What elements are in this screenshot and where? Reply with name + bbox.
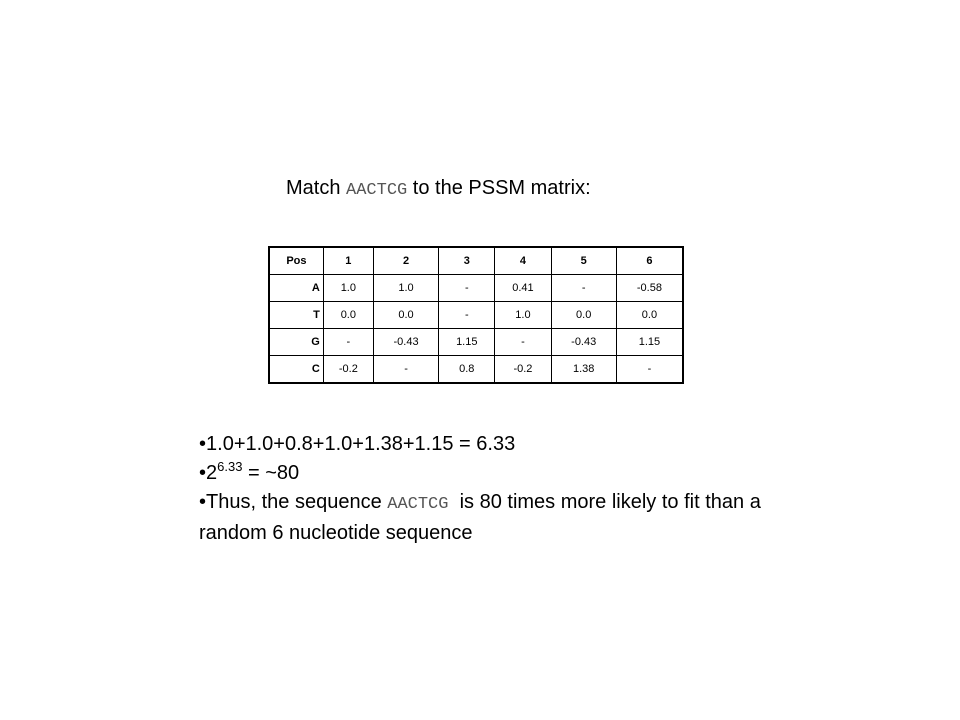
table-cell: -0.58: [616, 275, 683, 302]
table-cell: -0.43: [373, 329, 438, 356]
header-cell: 3: [439, 247, 495, 275]
row-label: C: [269, 356, 323, 384]
title-suffix: to the PSSM matrix:: [407, 177, 591, 199]
slide-title: [286, 174, 591, 205]
sum-text: 1.0+1.0+0.8+1.0+1.38+1.15 = 6.33: [206, 433, 516, 455]
header-cell: Pos: [269, 247, 323, 275]
bullet-symbol: •: [199, 433, 207, 455]
pssm-table: [268, 246, 684, 384]
table-cell: 0.0: [551, 302, 616, 329]
table-cell: -0.2: [323, 356, 373, 384]
table-cell: -0.43: [551, 329, 616, 356]
table-row: [269, 356, 683, 384]
title-sequence: AACTCG: [346, 181, 408, 200]
table-cell: -: [551, 275, 616, 302]
table-cell: 1.0: [323, 275, 373, 302]
table-cell: -: [373, 356, 438, 384]
table-cell: -: [439, 302, 495, 329]
table-cell: -: [323, 329, 373, 356]
table-cell: -: [495, 329, 551, 356]
table-cell: 0.41: [495, 275, 551, 302]
table-cell: 1.0: [373, 275, 438, 302]
table-cell: 1.15: [439, 329, 495, 356]
bullet-power: [199, 459, 799, 488]
table-cell: 0.8: [439, 356, 495, 384]
row-label: G: [269, 329, 323, 356]
conclusion-sequence: AACTCG: [387, 495, 449, 514]
table-cell: 0.0: [373, 302, 438, 329]
table-row: [269, 275, 683, 302]
table-row: [269, 329, 683, 356]
bullet-symbol: •: [199, 491, 207, 513]
header-cell: 1: [323, 247, 373, 275]
bullet-symbol: •: [199, 462, 207, 484]
header-cell: 6: [616, 247, 683, 275]
table-cell: 1.0: [495, 302, 551, 329]
row-label: A: [269, 275, 323, 302]
table-cell: -0.2: [495, 356, 551, 384]
conclusion-prefix: Thus, the sequence: [206, 491, 388, 513]
row-label: T: [269, 302, 323, 329]
power-base: 2: [206, 462, 218, 484]
header-cell: 4: [495, 247, 551, 275]
power-result: = ~80: [242, 462, 300, 484]
bullet-sum: [199, 430, 799, 459]
header-cell: 2: [373, 247, 438, 275]
bullet-conclusion: [199, 488, 799, 548]
table-cell: -: [439, 275, 495, 302]
conclusion-suffix: is 80 times more likely to fit than a random 6 nucleotide sequence: [199, 491, 767, 544]
table-header-row: [269, 247, 683, 275]
header-cell: 5: [551, 247, 616, 275]
table-row: [269, 302, 683, 329]
table-cell: -: [616, 356, 683, 384]
table-cell: 1.38: [551, 356, 616, 384]
power-exponent: 6.33: [217, 459, 243, 474]
table-cell: 0.0: [323, 302, 373, 329]
table-cell: 1.15: [616, 329, 683, 356]
bullet-list: [199, 430, 799, 548]
title-prefix: Match: [286, 177, 347, 199]
table-cell: 0.0: [616, 302, 683, 329]
